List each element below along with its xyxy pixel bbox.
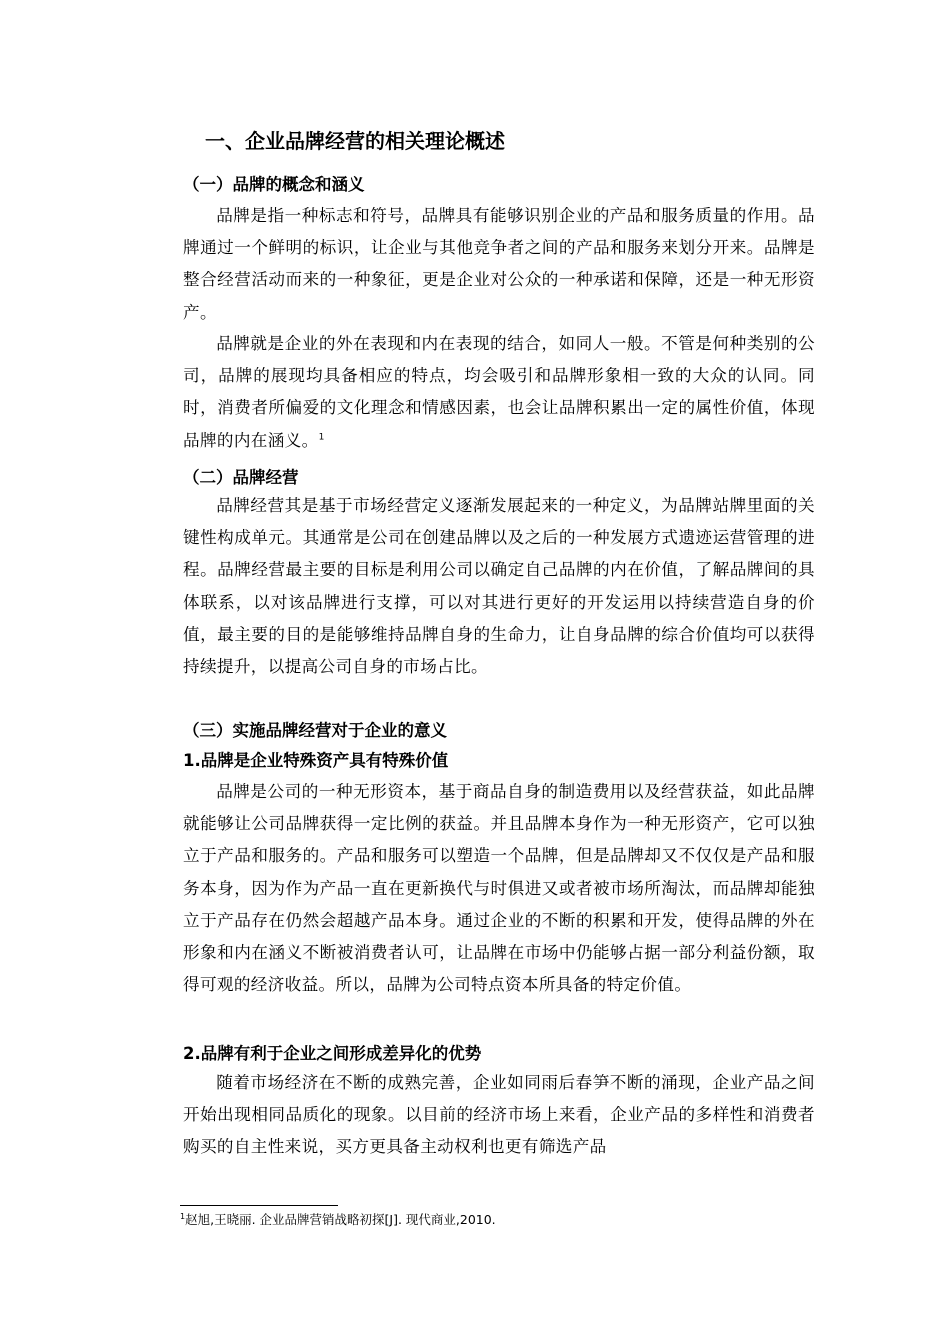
- section-heading-concept: （一）品牌的概念和涵义: [183, 175, 365, 194]
- footnote-mark: 1: [180, 1211, 186, 1221]
- subsection-heading-differentiation: 2.品牌有利于企业之间形成差异化的优势: [183, 1044, 482, 1063]
- page-title: 一、企业品牌经营的相关理论概述: [205, 129, 505, 153]
- paragraph-special-asset: 品牌是公司的一种无形资本，基于商品自身的制造费用以及经营获益，如此品牌就能够让公司品牌获得一定比例的获益。并且品牌本身作为一种无形资产，它可以独立于产品和服务的。产品和服务可以塑造一个品牌，但是品牌却又不仅仅是产品和服务本身，因为作为产品一直在更新换代与时俱进又或者被市场所淘汰，而品牌却能独立于产品存在仍然会超越产品本身。通过企业的不断的积累和开发，使得品牌的外在形象和内在涵义不断被消费者认可，让品牌在市场中仍能够占据一部分利益份额，取得可观的经济收益。所以，品牌为公司特点资本所具备的特定价值。: [183, 782, 815, 995]
- footnote: [180, 1211, 496, 1229]
- footnote-reference: 1: [318, 432, 325, 443]
- section-heading-brand-management: （二）品牌经营: [183, 468, 299, 487]
- paragraph-brand-definition: 品牌是指一种标志和符号，品牌具有能够识别企业的产品和服务质量的作用。品牌通过一个鲜明的标识，让企业与其他竞争者之间的产品和服务来划分开来。品牌是整合经营活动而来的一种象征，更是企业对公众的一种承诺和保障，还是一种无形资产。: [183, 206, 815, 322]
- footnote-divider: [180, 1205, 338, 1206]
- footnote-text: 赵旭,王晓丽. 企业品牌营销战略初探[J]. 现代商业,2010.: [185, 1212, 496, 1227]
- paragraph-differentiation: 随着市场经济在不断的成熟完善，企业如同雨后春笋不断的涌现，企业产品之间开始出现相同品质化的现象。以目前的经济市场上来看，企业产品的多样性和消费者购买的自主性来说，买方更具备主动权利也更有筛选产品: [183, 1073, 815, 1157]
- section-heading-significance: （三）实施品牌经营对于企业的意义: [183, 721, 447, 740]
- paragraph-text: 品牌就是企业的外在表现和内在表现的结合，如同人一般。不管是何种类别的公司，品牌的展现均具备相应的特点，均会吸引和品牌形象相一致的大众的认同。同时，消费者所偏爱的文化理念和情感因素，也会让品牌积累出一定的属性价值，体现品牌的内在涵义。: [183, 334, 815, 450]
- subsection-heading-special-asset: 1.品牌是企业特殊资产具有特殊价值: [183, 751, 449, 770]
- paragraph-brand-connotation: [183, 328, 815, 457]
- paragraph-brand-management: 品牌经营其是基于市场经营定义逐渐发展起来的一种定义，为品牌站牌里面的关键性构成单元。其通常是公司在创建品牌以及之后的一种发展方式遗迹运营管理的进程。品牌经营最主要的目标是利用公司以确定自己品牌的内在价值，了解品牌间的具体联系，以对该品牌进行支撑，可以对其进行更好的开发运用以持续营造自身的价值，最主要的目的是能够维持品牌自身的生命力，让自身品牌的综合价值均可以获得持续提升，以提高公司自身的市场占比。: [183, 496, 815, 677]
